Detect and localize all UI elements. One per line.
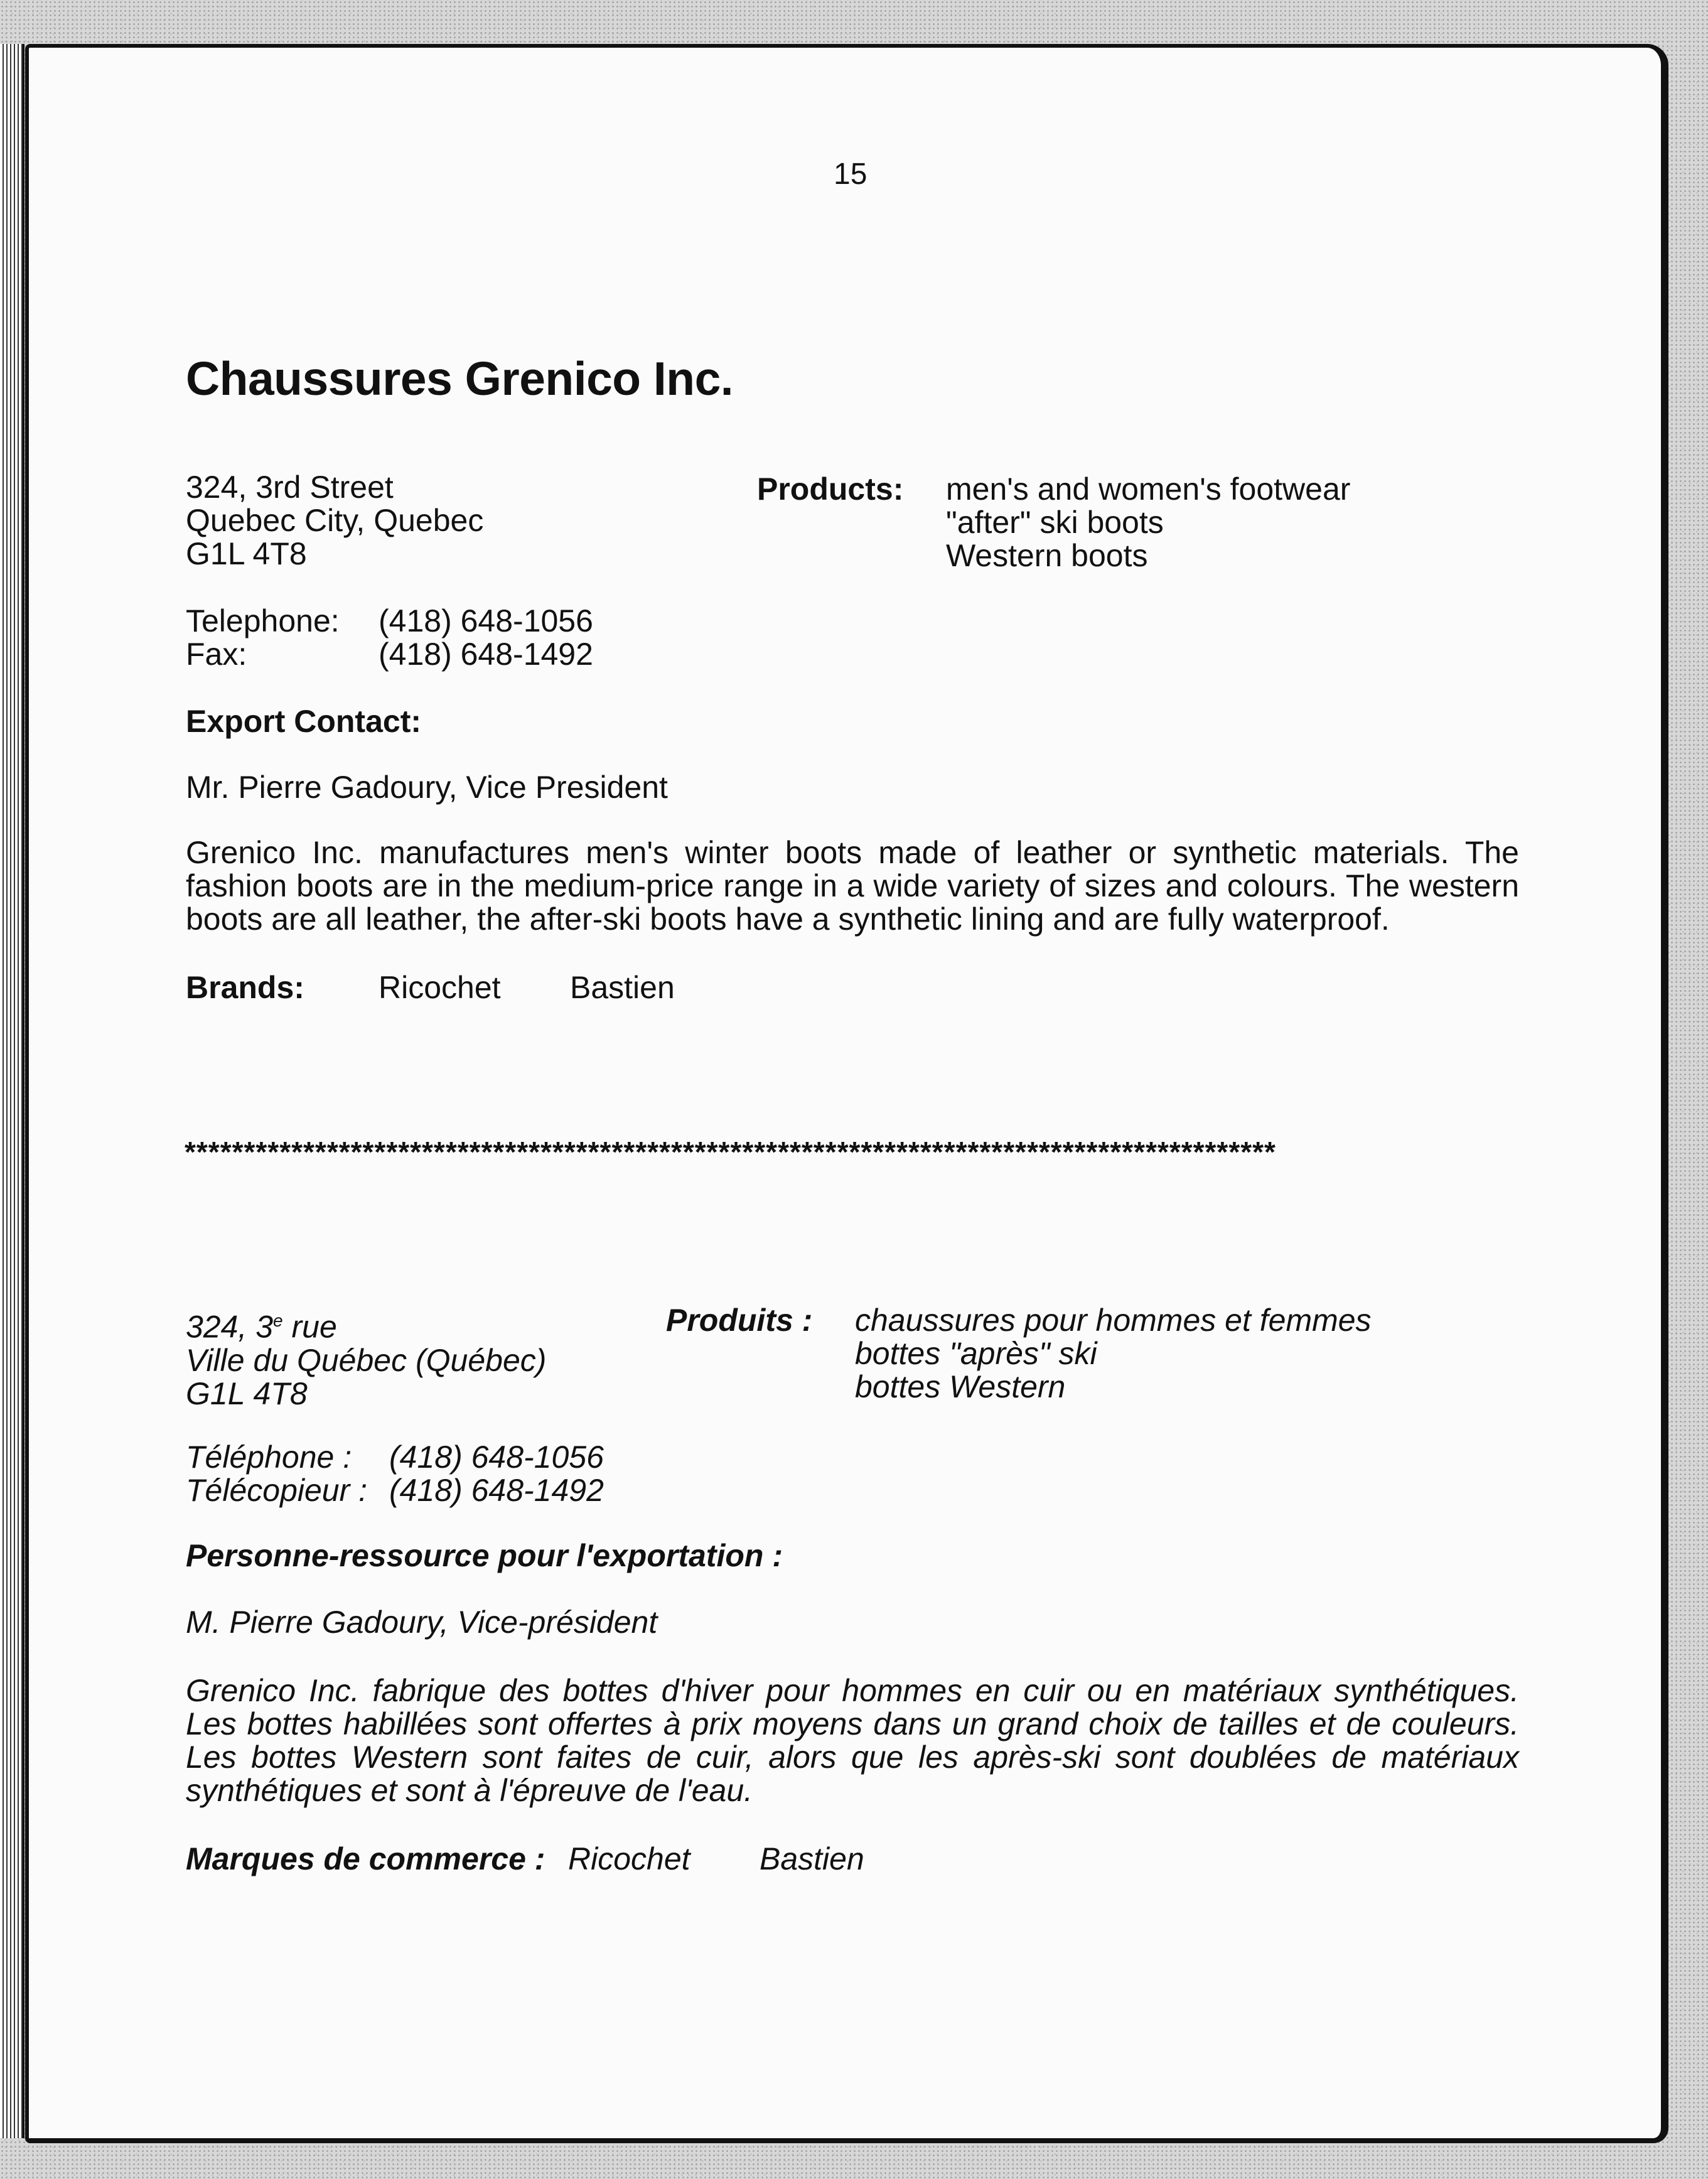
french-products [855, 1304, 1372, 1404]
product-item: bottes "après" ski [855, 1336, 1097, 1371]
product-item: Western boots [946, 538, 1148, 573]
section-separator: ******************************************************************************************** [185, 1136, 1276, 1168]
products-label: Products: [757, 471, 904, 507]
address-line: G1L 4T8 [186, 536, 307, 571]
brand-name: Ricochet [379, 970, 501, 1005]
english-products [946, 473, 1350, 573]
address-line: 324, 3rd Street [186, 470, 394, 505]
product-item: men's and women's footwear [946, 471, 1351, 507]
address-number: 324, 3 [186, 1309, 274, 1345]
address-line: Quebec City, Quebec [186, 503, 484, 538]
export-contact-label: Export Contact: [186, 704, 421, 739]
french-description: Grenico Inc. fabrique des bottes d'hiver pour hommes en cuir ou en matériaux synthétiques. Les bottes habillées sont offertes à prix moyens dans un grand choix de tailles et de couleurs. Les bottes Western sont faites de cuir, alors que les après-ski sont doublées de matériaux synthétiques et sont à l'épreuve de l'eau. [186, 1673, 1519, 1808]
product-item: bottes Western [855, 1369, 1066, 1404]
address-line: Ville du Québec (Québec) [186, 1342, 547, 1378]
english-description: Grenico Inc. manufactures men's winter boots made of leather or synthetic materials. The fashion boots are in the medium-price range in a wide variety of sizes and colours. The western boots are all leather, the after-ski boots have a synthetic lining and are fully waterproof. [186, 835, 1519, 937]
export-contact-name-fr: M. Pierre Gadoury, Vice-président [186, 1605, 658, 1640]
telephone-number-fr: (418) 648-1056 [389, 1439, 604, 1475]
binding-edge [0, 44, 24, 2138]
brand-name: Bastien [760, 1841, 864, 1876]
fax-number: (418) 648-1492 [379, 637, 593, 672]
brands-label: Brands: [186, 970, 304, 1005]
address-line [186, 1304, 546, 1344]
telephone-label-fr: Téléphone : [186, 1439, 352, 1475]
fax-label: Fax: [186, 637, 247, 672]
export-contact-label-fr: Personne-ressource pour l'exportation : [186, 1538, 783, 1573]
telephone-label: Telephone: [186, 603, 340, 638]
address-line: G1L 4T8 [186, 1375, 308, 1411]
produits-label: Produits : [666, 1303, 813, 1338]
fax-number-fr: (418) 648-1492 [389, 1473, 604, 1508]
product-item: "after" ski boots [946, 505, 1164, 540]
superscript: e [273, 1311, 283, 1330]
export-contact-name: Mr. Pierre Gadoury, Vice President [186, 770, 668, 805]
company-title: Chaussures Grenico Inc. [186, 352, 734, 405]
english-address [186, 471, 483, 571]
product-item: chaussures pour hommes et femmes [855, 1303, 1372, 1338]
address-street: rue [282, 1309, 337, 1345]
brand-name: Bastien [570, 970, 675, 1005]
page-number: 15 [834, 158, 867, 191]
brand-name: Ricochet [568, 1841, 690, 1876]
brands-label-fr: Marques de commerce : [186, 1841, 545, 1876]
french-address [186, 1304, 546, 1411]
telephone-number: (418) 648-1056 [379, 603, 593, 638]
fax-label-fr: Télécopieur : [186, 1473, 368, 1508]
